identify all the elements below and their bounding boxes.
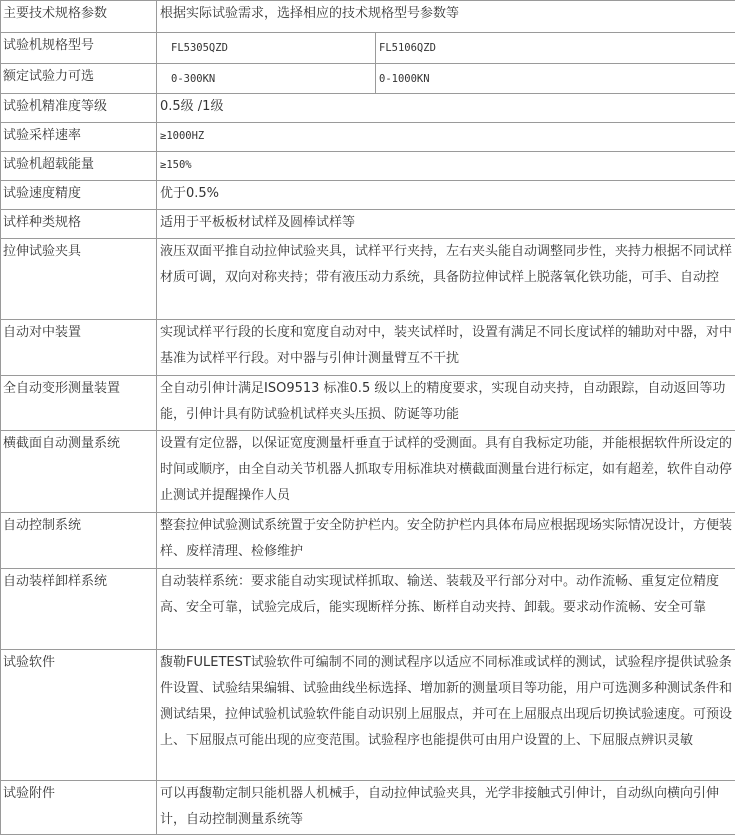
spec-row-control — [1, 513, 735, 569]
spec-value: 适用于平板板材试样及圆棒试样等 — [157, 210, 735, 239]
spec-label: 试验速度精度 — [1, 181, 157, 210]
spec-row-software — [1, 650, 735, 781]
spec-label: 自动控制系统 — [1, 513, 157, 569]
spec-row-specimen — [1, 210, 735, 239]
spec-value: ≥1000HZ — [157, 123, 735, 152]
spec-label: 自动对中装置 — [1, 320, 157, 376]
spec-value-model-a: FL5305QZD — [157, 33, 376, 64]
spec-value: 实现试样平行段的长度和宽度自动对中，装夹试样时，设置有满足不同长度试样的辅助对中器，对中基准为试样平行段。对中器与引伸计测量臂互不干扰 — [157, 320, 735, 376]
spec-value: 设置有定位器，以保证宽度测量杆垂直于试样的受测面。具有自我标定功能，并能根据软件所设定的时间或顺序，由全自动关节机器人抓取专用标准块对横截面测量台进行标定，如有超差，软件自动停止测试并提醒操作人员 — [157, 431, 735, 513]
spec-row-main-params — [1, 1, 735, 33]
spec-value: 馥勒FULETEST试验软件可编制不同的测试程序以适应不同标准或试样的测试，试验程序提供试验条件设置、试验结果编辑、试验曲线坐标选择、增加新的测量项目等功能，用户可选测多种测试条件和测试结果，拉伸试验机试验软件能自动识别上屈服点，并可在上屈服点出现后切换试验速度。可预设上、下屈服点可能出现的应变范围。试验程序也能提供可由用户设置的上、下屈服点辨识灵敏 — [157, 650, 735, 781]
spec-row-sampling — [1, 123, 735, 152]
spec-row-accuracy — [1, 94, 735, 123]
spec-label: 试验附件 — [1, 781, 157, 835]
spec-row-overload — [1, 152, 735, 181]
spec-row-speed — [1, 181, 735, 210]
spec-row-extensometer — [1, 376, 735, 431]
spec-value: 0.5级 /1级 — [157, 94, 735, 123]
spec-value-force-b: 0-1000KN — [376, 64, 735, 94]
spec-label: 试验采样速率 — [1, 123, 157, 152]
spec-value: ≥150% — [157, 152, 735, 181]
spec-label: 横截面自动测量系统 — [1, 431, 157, 513]
spec-row-model — [1, 33, 735, 64]
spec-value: 根据实际试验需求，选择相应的技术规格型号参数等 — [157, 1, 735, 33]
spec-value: 全自动引伸计满足ISO9513 标准0.5 级以上的精度要求，实现自动夹持，自动跟踪，自动返回等功能，引伸计具有防试验机试样夹头压损、防诞等功能 — [157, 376, 735, 431]
spec-label: 试验机超载能量 — [1, 152, 157, 181]
spec-value-model-b: FL5106QZD — [376, 33, 735, 64]
spec-row-cross-section — [1, 431, 735, 513]
spec-value-force-a: 0-300KN — [157, 64, 376, 94]
spec-label: 主要技术规格参数 — [1, 1, 157, 33]
spec-label: 拉伸试验夹具 — [1, 239, 157, 320]
spec-value: 整套拉伸试验测试系统置于安全防护栏内。安全防护栏内具体布局应根据现场实际情况设计，方便装样、废样清理、检修维护 — [157, 513, 735, 569]
spec-label: 自动装样卸样系统 — [1, 569, 157, 650]
spec-label: 试样种类规格 — [1, 210, 157, 239]
spec-value: 可以再馥勒定制只能机器人机械手，自动拉伸试验夹具，光学非接触式引伸计，自动纵向横向引伸计，自动控制测量系统等 — [157, 781, 735, 835]
spec-value: 自动装样系统：要求能自动实现试样抓取、输送、装载及平行部分对中。动作流畅、重复定位精度高、安全可靠，试验完成后，能实现断样分拣、断样自动夹持、卸载。要求动作流畅、安全可靠 — [157, 569, 735, 650]
spec-row-force — [1, 64, 735, 94]
spec-label: 试验机规格型号 — [1, 33, 157, 64]
spec-value: 液压双面平推自动拉伸试验夹具，试样平行夹持，左右夹头能自动调整同步性，夹持力根据不同试样材质可调，双向对称夹持；带有液压动力系统，具备防拉伸试样上脱落氧化铁功能，可手、自动控 — [157, 239, 735, 320]
spec-row-loading — [1, 569, 735, 650]
spec-value: 优于0.5% — [157, 181, 735, 210]
spec-row-centering — [1, 320, 735, 376]
spec-label: 试验软件 — [1, 650, 157, 781]
spec-label: 额定试验力可选 — [1, 64, 157, 94]
spec-row-fixture — [1, 239, 735, 320]
spec-row-accessories — [1, 781, 735, 835]
spec-label: 试验机精准度等级 — [1, 94, 157, 123]
spec-label: 全自动变形测量装置 — [1, 376, 157, 431]
